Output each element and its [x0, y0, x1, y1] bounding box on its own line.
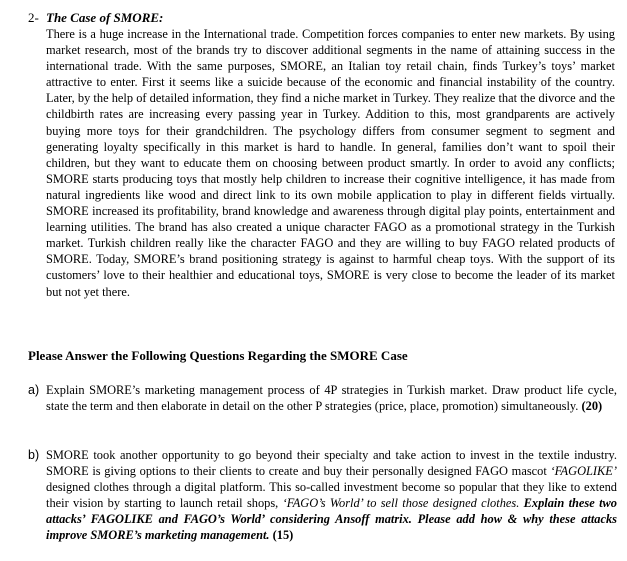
case-body-paragraph: There is a huge increase in the International trade. Competition forces companies to enter new markets. By using market research, most of the brands try to discover additional segments in the name of attaining success in the international trade. With the same purposes, SMORE, an Italian toy retail chain, finds Turkey’s toys’ market attractive to enter. First it seems like a suicide because of the economic and financial instability of the country. Later, by the help of detailed information, they find a niche market in Turkey. They realize that the divorce and the childbirth rates are increasing every passing year in Turkey. Addition to this, most grandparents are actively buying more toys for their grandchildren. The psychology differs from consumer segment to segment and generating loyalty specifically in this market is hard to handle. In general, families don’t want to spoil their children, but they want to educate them on choosing between product smartly. In order to avoid any conflicts; SMORE starts producing toys that mostly help children to increase their cognitive intelligence, it has made from natural ingredients like wood and direct link to its own mobile application to play in different fields virtually. SMORE increased its profitability, brand knowledge and awareness through digital play points, entertainment and learning utilities. The brand has also created a unique character FAGO as a promotional strategy in the Turkish market. Turkish children really like the character FAGO and they are willing to buy FAGO related products of SMORE. Today, SMORE’s brand positioning strategy is against to harmful cheap toys. With the support of its customers’ love to their healthier and educational toys, SMORE is very close to become the leader of its market but not yet there.	[46, 27, 615, 299]
question-b-italic-2: ‘FAGO’s World’ to sell those designed clothes.	[282, 496, 520, 511]
question-a-marker: a)	[28, 383, 40, 397]
question-a-text-block	[46, 382, 617, 414]
question-b-text-block	[46, 447, 617, 544]
question-a-text: Explain SMORE’s marketing management process of 4P strategies in Turkish market. Draw product life cycle, state the term and then elaborate in detail on the other P strategies (price, place, promotion) simultaneously.	[46, 383, 617, 414]
question-b-text-1: SMORE took another opportunity to go beyond their specialty and take action to invest in the textile industry. SMORE is giving options to their clients to create and buy their personally designed FAGO mascot	[46, 448, 617, 479]
case-number: 2-	[28, 10, 39, 25]
question-b-bold-italic: Explain these two attacks’ FAGOLIKE and FAGO’s World’ considering Ansoff matrix. Please add how & why these attacks improve SMORE’s marketing management.	[46, 496, 617, 543]
question-a-points: (20)	[581, 399, 603, 414]
case-heading	[28, 10, 163, 26]
questions-title: Please Answer the Following Questions Regarding the SMORE Case	[28, 348, 408, 363]
question-b	[28, 447, 617, 544]
case-title: The Case of SMORE:	[46, 10, 164, 25]
question-a	[28, 382, 617, 414]
question-b-points: (15)	[272, 528, 294, 543]
question-b-marker: b)	[28, 448, 40, 462]
question-b-text-2: designed clothes through a digital platform. This so-called investment become so popular that they like to extend their vision by starting to launch retail shops,	[46, 480, 617, 511]
question-b-italic-1: ‘FAGOLIKE’	[550, 464, 617, 479]
